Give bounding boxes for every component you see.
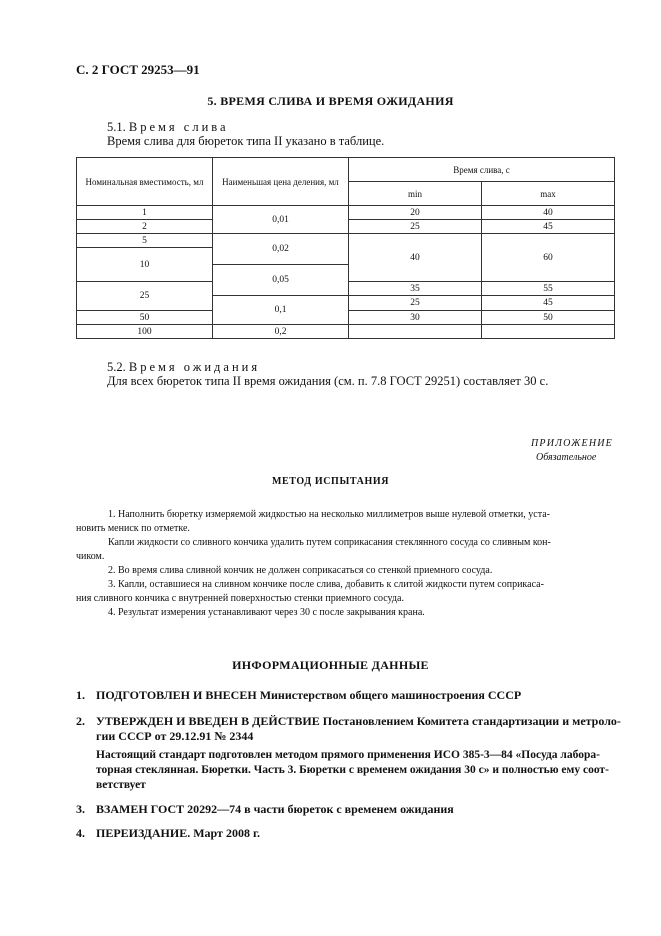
info-item-2-label: УТВЕРЖДЕН И ВВЕДЕН В ДЕЙСТВИЕ	[96, 714, 320, 728]
cell-division: 0,01	[213, 206, 349, 234]
step-3-line1: 3. Капли, оставшиеся на сливном кончике после слива, добавить к слитой жидкости путем соприкаса-	[108, 579, 544, 590]
cell-max: 40	[482, 206, 615, 220]
cell-min: 30	[349, 311, 482, 325]
info-title: ИНФОРМАЦИОННЫЕ ДАННЫЕ	[232, 658, 429, 672]
cell-max: 55	[482, 282, 615, 296]
step-1-line3: Капли жидкости со сливного кончика удалить путем соприкасания стеклянного сосуда со сливным кон-	[108, 537, 551, 548]
step-3-line2: ния сливного кончика с внутренней поверхностью стенки приемного сосуда.	[76, 593, 404, 604]
cell-max	[482, 325, 615, 339]
cell-capacity: 25	[77, 282, 213, 311]
header-division: Наименьшая цена деления, мл	[213, 158, 349, 206]
step-1-line4: чиком.	[76, 551, 105, 562]
cell-max: 60	[482, 234, 615, 282]
section-5-title: 5. ВРЕМЯ СЛИВА И ВРЕМЯ ОЖИДАНИЯ	[207, 94, 454, 108]
info-note-line2: торная стеклянная. Бюретки. Часть 3. Бюретки с временем ожидания 30 с» и полностью ему соот-	[96, 764, 609, 776]
header-capacity: Номинальная вместимость, мл	[77, 158, 213, 206]
info-item-2-text2: гии СССР от 29.12.91 № 2344	[96, 729, 254, 743]
appendix-label: ПРИЛОЖЕНИЕ	[531, 438, 613, 449]
cell-min: 25	[349, 220, 482, 234]
info-item-3-text: в части бюреток с временем ожидания	[241, 802, 454, 816]
info-item-2-number: 2.	[76, 714, 85, 728]
info-item-4	[76, 826, 260, 841]
cell-capacity: 10	[77, 248, 213, 282]
cell-division: 0,05	[213, 265, 349, 296]
cell-capacity: 2	[77, 220, 213, 234]
cell-min: 40	[349, 234, 482, 282]
method-steps	[76, 508, 614, 620]
cell-capacity: 5	[77, 234, 213, 248]
info-item-3-number: 3.	[76, 802, 85, 816]
cell-division: 0,2	[213, 325, 349, 339]
info-item-4-text: Март 2008 г.	[190, 826, 261, 840]
info-item-2-text1: Постановлением Комитета стандартизации и метроло-	[319, 714, 621, 728]
cell-max: 45	[482, 220, 615, 234]
info-item-2	[76, 714, 621, 744]
cell-min	[349, 325, 482, 339]
info-note-line1: Настоящий стандарт подготовлен методом прямого применения ИСО 385-3—84 «Посуда лабора-	[96, 749, 600, 761]
clause-5-2	[107, 360, 260, 375]
header-min: min	[349, 182, 482, 206]
info-item-1-number: 1.	[76, 688, 85, 702]
clause-5-1-title: Время слива	[128, 120, 229, 134]
cell-min: 25	[349, 296, 482, 311]
cell-max: 45	[482, 296, 615, 311]
clause-5-1	[107, 120, 229, 135]
info-item-3	[76, 802, 454, 817]
info-note-line3: ветствует	[96, 779, 146, 791]
drain-time-table	[76, 157, 615, 339]
page-header: С. 2 ГОСТ 29253—91	[76, 62, 200, 77]
header-drain-time: Время слива, с	[349, 158, 615, 182]
cell-capacity: 1	[77, 206, 213, 220]
step-2: 2. Во время слива сливной кончик не должен соприкасаться со стенкой приемного сосуда.	[108, 565, 493, 576]
appendix-type: Обязательное	[536, 452, 597, 463]
cell-min: 35	[349, 282, 482, 296]
step-1-line1: 1. Наполнить бюретку измеряемой жидкостью на несколько миллиметров выше нулевой отметки, уста-	[108, 509, 550, 520]
clause-5-2-number: 5.2.	[107, 360, 126, 374]
appendix-title: МЕТОД ИСПЫТАНИЯ	[271, 476, 390, 487]
clause-5-1-text: Время слива для бюреток типа II указано в таблице.	[107, 134, 385, 148]
cell-min: 20	[349, 206, 482, 220]
cell-division: 0,1	[213, 296, 349, 325]
info-item-3-label: ВЗАМЕН ГОСТ 20292—74	[96, 802, 242, 816]
cell-capacity: 100	[77, 325, 213, 339]
info-note	[96, 748, 616, 793]
cell-max: 50	[482, 311, 615, 325]
info-item-1-label: ПОДГОТОВЛЕН И ВНЕСЕН	[96, 688, 257, 702]
step-4: 4. Результат измерения устанавливают через 30 с после закрывания крана.	[108, 607, 425, 618]
info-item-4-number: 4.	[76, 826, 85, 840]
info-item-4-label: ПЕРЕИЗДАНИЕ.	[96, 826, 191, 840]
clause-5-1-number: 5.1.	[107, 120, 126, 134]
clause-5-2-title: Время ожидания	[128, 360, 261, 374]
cell-capacity: 50	[77, 311, 213, 325]
cell-division: 0,02	[213, 234, 349, 265]
clause-5-2-text: Для всех бюреток типа II время ожидания (см. п. 7.8 ГОСТ 29251) составляет 30 с.	[107, 374, 549, 388]
step-1-line2: новить мениск по отметке.	[76, 523, 190, 534]
info-item-1	[76, 688, 521, 703]
header-max: max	[482, 182, 615, 206]
info-item-1-text: Министерством общего машиностроения СССР	[256, 688, 522, 702]
